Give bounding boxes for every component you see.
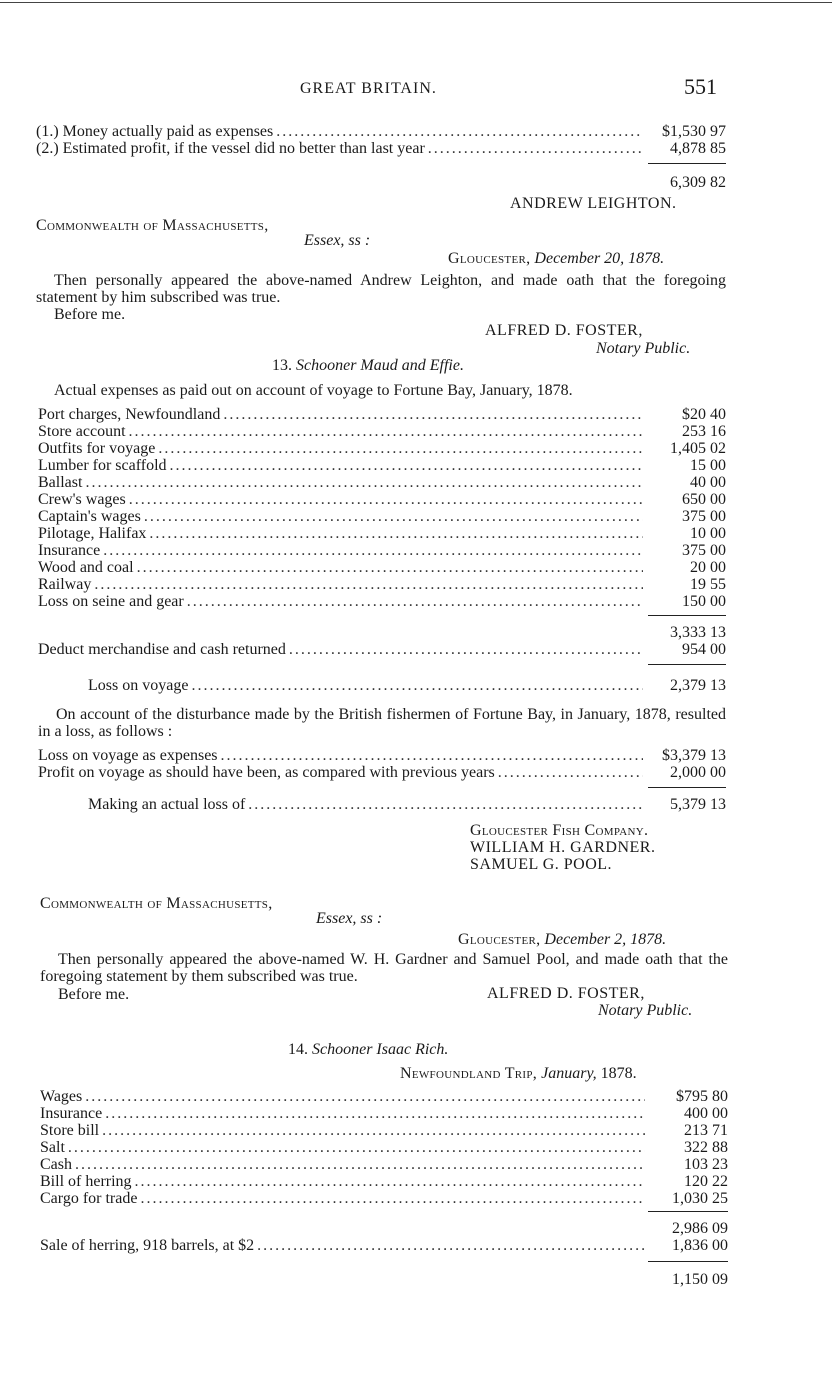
ledger-label: Salt [40,1139,65,1156]
ledger-row [38,559,726,576]
top-border-line [0,2,832,3]
ledger-amount: $795 80 [676,1088,728,1105]
notary-name: ALFRED D. FOSTER, [487,985,645,1002]
ledger-row [38,406,726,423]
ledger-amount: 375 00 [682,508,726,525]
ledger-label: Cargo for trade [40,1190,138,1207]
ledger-row [38,576,726,593]
ledger-label: Insurance [40,1105,103,1122]
sum-rule [648,787,726,788]
ledger-label: Port charges, Newfoundland [38,406,221,423]
section-13-heading [272,357,464,374]
ledger-amount: 253 16 [682,423,726,440]
trip-year: 1878. [600,1065,637,1082]
ledger-label: Store bill [40,1122,100,1139]
section-number: 14. [288,1041,308,1058]
ledger-label: Sale of herring, 918 barrels, at $2 [40,1237,255,1254]
place-date-line [448,250,664,267]
ledger-amount: 954 00 [682,641,726,658]
ledger-label: Cash [40,1156,72,1173]
ledger-row [40,1173,728,1190]
ledger-row [40,1122,728,1139]
deduct-row [38,641,726,658]
ledger-label: (1.) Money actually paid as expenses [36,123,274,140]
ledger-row [38,764,726,781]
affidavit-text: Then personally appeared the above-named Andrew Leighton, and made oath that the foregoing statement by him subscribed was true. [36,272,726,306]
ledger-amount: 213 71 [684,1122,728,1139]
ledger-amount: 150 00 [682,593,726,610]
ledger-label: Wages [40,1088,83,1105]
ledger-row [38,474,726,491]
before-me: Before me. [58,986,130,1003]
disturbance-text: On account of the disturbance made by the British fishermen of Fortune Bay, in January, 1878, resulted in a loss, as follows : [38,706,726,740]
sum-rule [648,163,726,164]
ledger-label: Loss on seine and gear [38,593,184,610]
ledger-label: Bill of herring [40,1173,132,1190]
commonwealth-heading: Commonwealth of Massachusetts, [40,895,273,912]
ledger-row [38,593,726,610]
ledger-amount: 375 00 [682,542,726,559]
sum-rule [648,1211,728,1212]
ledger-amount: 40 00 [690,474,726,491]
sale-row [40,1237,728,1254]
ledger-label: Lumber for scaffold [38,457,167,474]
ledger-amount: 103 23 [684,1156,728,1173]
ledger-label: Crew's wages [38,491,126,508]
ledger-row [38,440,726,457]
ledger-row [36,123,726,140]
ledger-row [40,1088,728,1105]
ledger-amount: 400 00 [684,1105,728,1122]
ledger-amount: $3,379 13 [662,747,726,764]
ledger-row [38,747,726,764]
trip-line [400,1065,637,1082]
section-title: Schooner Maud and Effie. [296,357,464,374]
date: December 20, 1878. [534,250,665,267]
ledger-label: Making an actual loss of [88,796,246,813]
section-14-subtotal: 2,986 09 [672,1220,728,1237]
section-14-total: 1,150 09 [672,1271,728,1288]
ledger-amount: 1,405 02 [670,440,726,457]
notary-title: Notary Public. [596,340,691,357]
section-title: Schooner Isaac Rich. [312,1041,449,1058]
ledger-amount: 322 88 [684,1139,728,1156]
commonwealth-heading: Commonwealth of Massachusetts, [36,217,269,234]
before-me: Before me. [54,306,126,323]
ledger-label: Wood and coal [38,559,134,576]
county-line: Essex, ss : [304,232,371,249]
actual-loss-row [88,796,726,813]
ledger-row [38,525,726,542]
notary-name: ALFRED D. FOSTER, [485,322,643,339]
ledger-row [38,508,726,525]
section-13-subtotal: 3,333 13 [670,624,726,641]
ledger-label: Deduct merchandise and cash returned [38,641,286,658]
section-13-intro: Actual expenses as paid out on account of voyage to Fortune Bay, January, 1878. [54,382,573,399]
ledger-row [38,423,726,440]
signature-andrew-leighton: ANDREW LEIGHTON. [510,195,677,212]
ledger-amount: 650 00 [682,491,726,508]
trip-month: January, [541,1065,597,1082]
ledger-row [38,491,726,508]
ledger-label: Store account [38,423,126,440]
ledger-row [36,140,726,157]
ledger-amount: 2,379 13 [670,677,726,694]
ledger-amount: 19 55 [690,576,726,593]
ledger-amount: 120 22 [684,1173,728,1190]
loss-row [88,677,726,694]
block1-total: 6,309 82 [670,174,726,191]
signatory-gardner: WILLIAM H. GARDNER. [470,839,656,856]
ledger-row [40,1105,728,1122]
ledger-amount: 2,000 00 [670,764,726,781]
sum-rule [648,664,726,665]
ledger-label: Railway [38,576,92,593]
affidavit-text: Then personally appeared the above-named W. H. Gardner and Samuel Pool, and made oath that the foregoing statement by them subscribed was true. [40,951,728,985]
section-number: 13. [272,357,292,374]
ledger-label: Insurance [38,542,101,559]
trip-label: Newfoundland Trip, [400,1065,538,1082]
county-line: Essex, ss : [316,910,383,927]
date: December 2, 1878. [544,931,667,948]
notary-title: Notary Public. [598,1002,693,1019]
ledger-label: Ballast [38,474,83,491]
sum-rule [648,615,726,616]
place: Gloucester, [448,250,531,267]
ledger-row [40,1156,728,1173]
place: Gloucester, [458,931,541,948]
ledger-row [38,542,726,559]
ledger-row [38,457,726,474]
ledger-label: Outfits for voyage [38,440,156,457]
section-14-heading [288,1041,448,1058]
ledger-amount: $20 40 [682,406,726,423]
ledger-row [40,1190,728,1207]
ledger-label: Loss on voyage [88,677,189,694]
ledger-label: (2.) Estimated profit, if the vessel did no better than last year [36,140,425,157]
ledger-label: Captain's wages [38,508,141,525]
ledger-amount: 1,030 25 [672,1190,728,1207]
ledger-amount: 20 00 [690,559,726,576]
ledger-amount: 5,379 13 [670,796,726,813]
place-date-line [458,931,666,948]
running-header: GREAT BRITAIN. [300,80,437,97]
page-number: 551 [684,74,717,99]
signatory-company: Gloucester Fish Company. [470,822,649,839]
ledger-row [40,1139,728,1156]
ledger-amount: 1,836 00 [672,1237,728,1254]
ledger-label: Pilotage, Halifax [38,525,147,542]
ledger-amount: $1,530 97 [662,123,726,140]
signatory-pool: SAMUEL G. POOL. [470,856,613,873]
sum-rule [648,1261,728,1262]
ledger-label: Profit on voyage as should have been, as compared with previous years [38,764,495,781]
ledger-amount: 15 00 [690,457,726,474]
ledger-amount: 4,878 85 [670,140,726,157]
ledger-label: Loss on voyage as expenses [38,747,218,764]
ledger-amount: 10 00 [690,525,726,542]
